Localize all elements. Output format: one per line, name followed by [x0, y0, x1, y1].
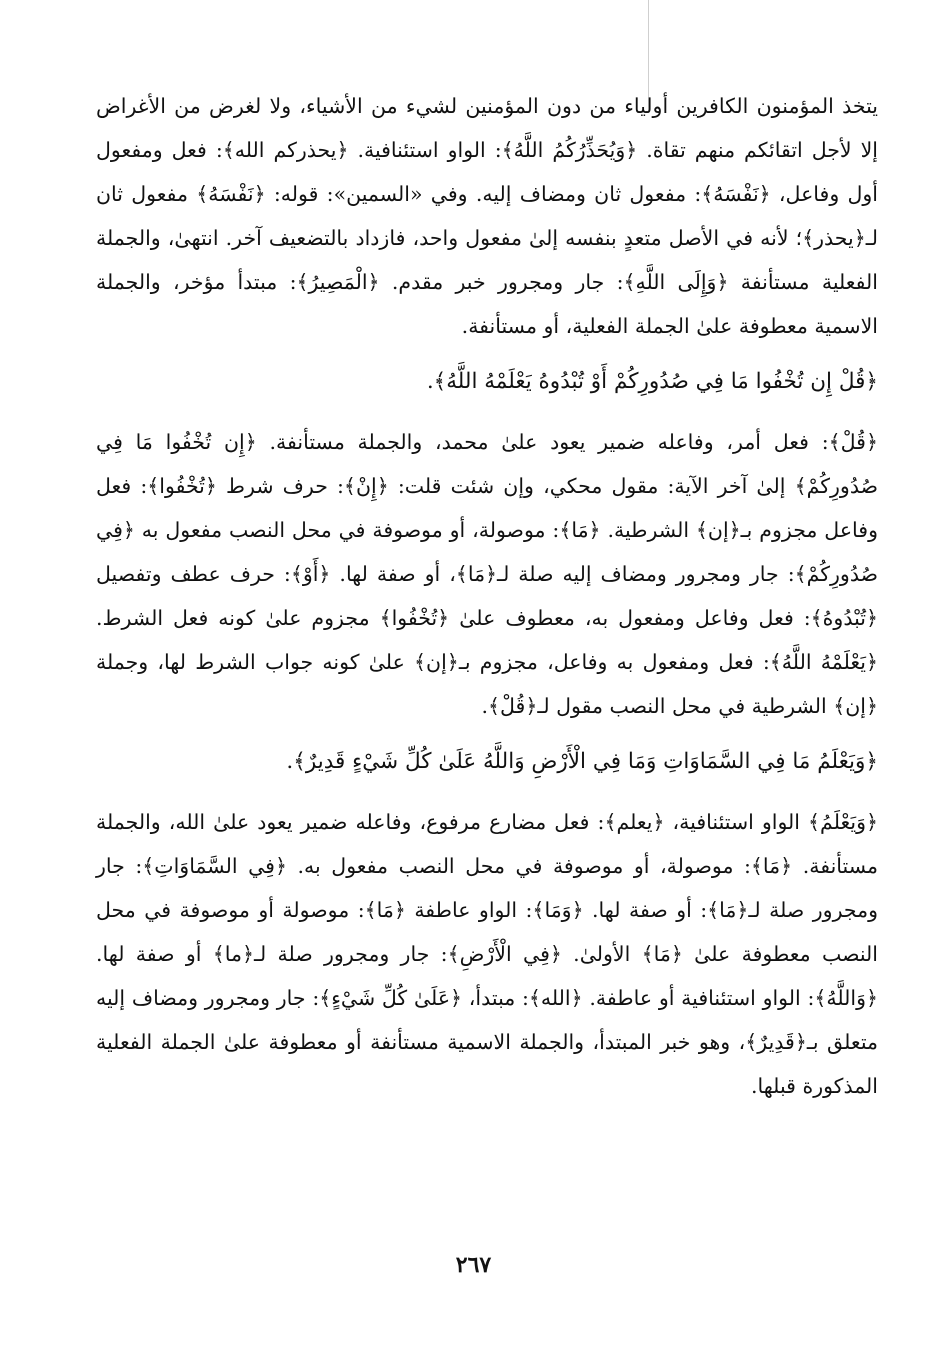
paragraph-1: يتخذ المؤمنون الكافرين أولياء من دون المؤمنين لشيء من الأشياء، ولا لغرض من الأغراض إلا لأجل اتقائكم منهم تقاة. ﴿وَيُحَذِّرُكُمُ اللَّهُ﴾: الواو استئنافية. ﴿يحذركم الله﴾: فعل ومفعول أول وفاعل، ﴿نَفْسَهُ﴾: مفعول ثان ومضاف إليه. وفي «السمين»: قوله: ﴿نَفْسَهُ﴾ مفعول ثان لـ﴿يحذر﴾؛ لأنه في الأصل متعدٍ بنفسه إلىٰ مفعول واحد، فازداد بالتضعيف آخر. انتهىٰ، والجملة الفعلية مستأنفة ﴿وَإِلَى اللَّهِ﴾: جار ومجرور خبر مقدم. ﴿الْمَصِيرُ﴾: مبتدأ مؤخر، والجملة الاسمية معطوفة علىٰ الجملة الفعلية، أو مستأنفة. [96, 94, 878, 338]
page-body [96, 84, 878, 1108]
paragraph-2: ﴿قُلْ﴾: فعل أمر، وفاعله ضمير يعود علىٰ محمد، والجملة مستأنفة. ﴿إِن تُخْفُوا مَا فِي صُدُورِكُمْ﴾ إلىٰ آخر الآية: مقول محكي، وإن شئت قلت: ﴿إِنْ﴾: حرف شرط ﴿تُخْفُوا﴾: فعل وفاعل مجزوم بـ﴿إن﴾ الشرطية. ﴿مَا﴾: موصولة، أو موصوفة في محل النصب مفعول به ﴿فِي صُدُورِكُمْ﴾: جار ومجرور ومضاف إليه صلة لـ﴿مَا﴾، أو صفة لها. ﴿أَوْ﴾: حرف عطف وتفصيل ﴿تُبْدُوهُ﴾: فعل وفاعل ومفعول به، معطوف علىٰ ﴿تُخْفُوا﴾ مجزوم علىٰ كونه فعل الشرط. ﴿يَعْلَمْهُ اللَّهُ﴾: فعل ومفعول به وفاعل، مجزوم بـ﴿إن﴾ علىٰ كونه جواب الشرط لها، وجملة ﴿إن﴾ الشرطية في محل النصب مقول لـ﴿قُلْ﴾. [96, 430, 878, 718]
page-number: ٢٦٧ [455, 1252, 492, 1278]
paragraph-3: ﴿وَيَعْلَمُ﴾ الواو استئنافية، ﴿يعلم﴾: فعل مضارع مرفوع، وفاعله ضمير يعود علىٰ الله، والجملة مستأنفة. ﴿مَا﴾: موصولة، أو موصوفة في محل النصب مفعول به. ﴿فِي السَّمَاوَاتِ﴾: جار ومجرور صلة لـ﴿مَا﴾: أو صفة لها. ﴿وَمَا﴾: الواو عاطفة ﴿مَا﴾: موصولة أو موصوفة في محل النصب معطوفة علىٰ ﴿مَا﴾ الأولىٰ. ﴿فِي الْأَرْضِ﴾: جار ومجرور صلة لـ﴿ما﴾ أو صفة لها. ﴿وَاللَّهُ﴾: الواو استئنافية أو عاطفة. ﴿الله﴾: مبتدأ، ﴿عَلَىٰ كُلِّ شَيْءٍ﴾: جار ومجرور ومضاف إليه متعلق بـ﴿قَدِيرٌ﴾، وهو خبر المبتدأ، والجملة الاسمية مستأنفة أو معطوفة علىٰ الجملة الفعلية المذكورة قبلها. [96, 810, 878, 1098]
quran-verse-1: ﴿قُلْ إِن تُخْفُوا مَا فِي صُدُورِكُمْ أَوْ تُبْدُوهُ يَعْلَمْهُ اللَّهُ﴾. [426, 369, 878, 394]
quran-verse-2: ﴿وَيَعْلَمُ مَا فِي السَّمَاوَاتِ وَمَا فِي الْأَرْضِ وَاللَّهُ عَلَىٰ كُلِّ شَيْءٍ قَدِيرٌ﴾. [286, 749, 878, 774]
